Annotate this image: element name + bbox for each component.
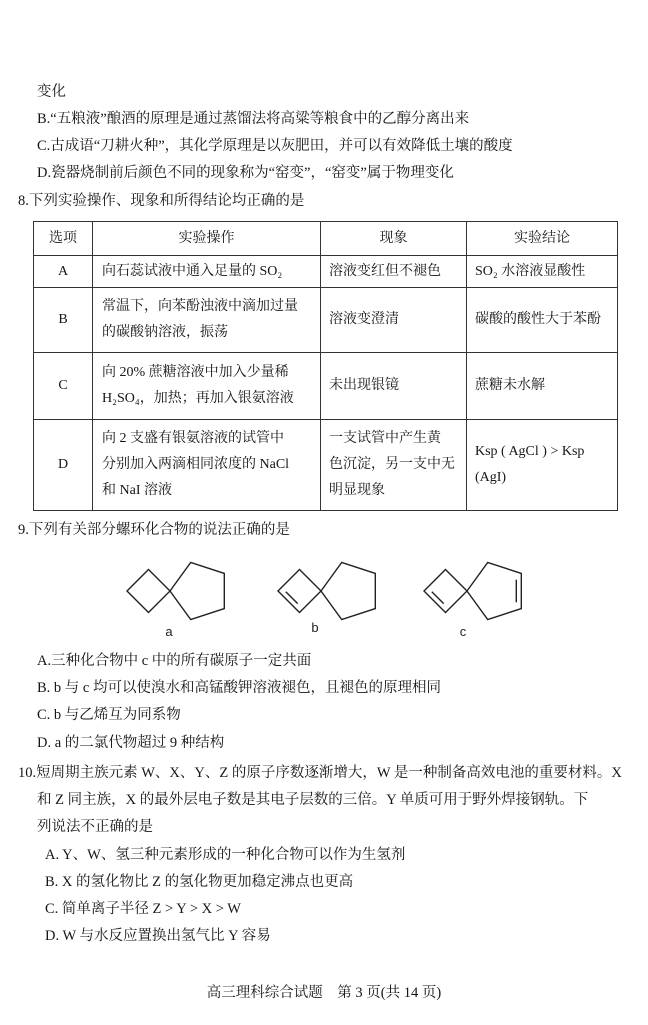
question8-stem: 8.下列实验操作、现象和所得结论均正确的是 [18,193,305,209]
question10-option-b: B. X 的氢化物比 Z 的氢化物更加稳定沸点也更高 [45,874,354,890]
question7-option-c: C.古成语“刀耕火种”，其化学原理是以灰肥田，并可以有效降低土壤的酸度 [37,138,513,154]
cyclopentane-ring [170,563,224,620]
question7-option-d: D.瓷器烧制前后颜色不同的现象称为“窑变”，“窑变”属于物理变化 [37,165,454,181]
operation-cell [93,353,321,420]
table-header-row [34,222,618,256]
phenomenon-cell [321,420,467,511]
experiment-table [33,221,618,511]
question10-option-c: C. 简单离子半径 Z > Y > X > W [45,901,241,917]
operation-line: 向 20% 蔗糖溶液中加入少量稀 [102,365,289,380]
phenomenon-cell [321,288,467,353]
cyclopentene-ring [467,563,521,620]
page-footer: 高三理科综合试题 第 3 页(共 14 页) [206,985,442,1001]
phenomenon-line: 一支试管中产生黄 [329,431,441,446]
operation-line: H₂SO₄，加热；再加入银氨溶液 [102,391,294,406]
structure-b [278,563,375,636]
table-row [34,288,618,353]
question7-option-b: B.“五粮液”酿酒的原理是通过蒸馏法将高粱等粮食中的乙醇分离出来 [37,111,470,127]
question9-option-b: B. b 与 c 均可以使溴水和高锰酸钾溶液褪色，且褪色的原理相同 [37,680,441,696]
header-conclusion: 实验结论 [467,222,618,256]
cyclobutane-ring [127,570,170,613]
operation-line: 分别加入两滴相同浓度的 NaCl [102,457,290,472]
row-option-label: D [34,420,93,511]
structure-c [424,563,521,640]
header-phenomenon: 现象 [321,222,467,256]
operation-line: 的碳酸钠溶液，振荡 [102,325,228,340]
double-bond-line [432,592,444,604]
phenomenon-line: 明显现象 [329,483,385,498]
structure-label-b: b [311,620,319,635]
table-row [34,256,618,288]
operation-line: 向 2 支盛有银氨溶液的试管中 [102,431,284,446]
question10-stem-line: 和 Z 同主族，X 的最外层电子数是其电子层数的三倍。Y 单质可用于野外焊接钢轨。下 [37,792,589,808]
cyclobutene-ring [424,570,467,613]
phenomenon-line: 溶液变红但不褪色 [329,263,441,279]
operation-cell [93,288,321,353]
question9-option-c: C. b 与乙烯互为同系物 [37,707,181,723]
row-option-label: C [34,353,93,420]
conclusion-line: 碳酸的酸性大于苯酚 [475,312,601,327]
operation-cell [93,256,321,288]
structure-a [127,563,224,640]
question10-option-d: D. W 与水反应置换出氢气比 Y 容易 [45,928,271,944]
phenomenon-cell [321,353,467,420]
operation-line: 和 NaI 溶液 [102,483,172,498]
question10-stem-line: 列说法不正确的是 [37,819,153,835]
question9-option-a: A.三种化合物中 c 中的所有碳原子一定共面 [37,653,312,669]
cyclobutene-ring [278,570,321,613]
spiro-structures-figure [0,550,648,645]
header-operation: 实验操作 [93,222,321,256]
conclusion-line: Ksp ( AgCl ) > Ksp [475,444,585,459]
operation-cell [93,420,321,511]
question9-stem: 9.下列有关部分螺环化合物的说法正确的是 [18,522,290,538]
conclusion-cell [467,420,618,511]
question10-option-a: A. Y、W、氢三种元素形成的一种化合物可以作为生氢剂 [45,847,406,863]
operation-line: 向石蕊试液中通入足量的 SO₂ [102,263,283,279]
table-row [34,353,618,420]
phenomenon-line: 溶液变澄清 [329,312,399,327]
structure-label-c: c [459,624,467,639]
double-bond-line [286,592,298,604]
row-option-label: A [34,256,93,288]
header-option: 选项 [34,222,93,256]
conclusion-cell [467,288,618,353]
phenomenon-line: 未出现银镜 [329,378,399,393]
conclusion-line: (AgI) [475,470,507,485]
question10-stem-line: 10.短周期主族元素 W、X、Y、Z 的原子序数逐渐增大，W 是一种制备高效电池的重要材料。X [18,765,622,781]
conclusion-line: SO₂ 水溶液显酸性 [475,263,586,279]
table-row [34,420,618,511]
phenomenon-line: 色沉淀，另一支中无 [329,457,455,472]
question7-option-a-continuation: 变化 [37,84,66,100]
conclusion-cell [467,256,618,288]
phenomenon-cell [321,256,467,288]
operation-line: 常温下，向苯酚浊液中滴加过量 [102,299,298,314]
question9-option-d: D. a 的二氯代物超过 9 种结构 [37,735,225,751]
conclusion-cell [467,353,618,420]
conclusion-line: 蔗糖未水解 [475,378,545,393]
structure-label-a: a [165,624,173,639]
cyclopentane-ring [321,563,375,620]
row-option-label: B [34,288,93,353]
